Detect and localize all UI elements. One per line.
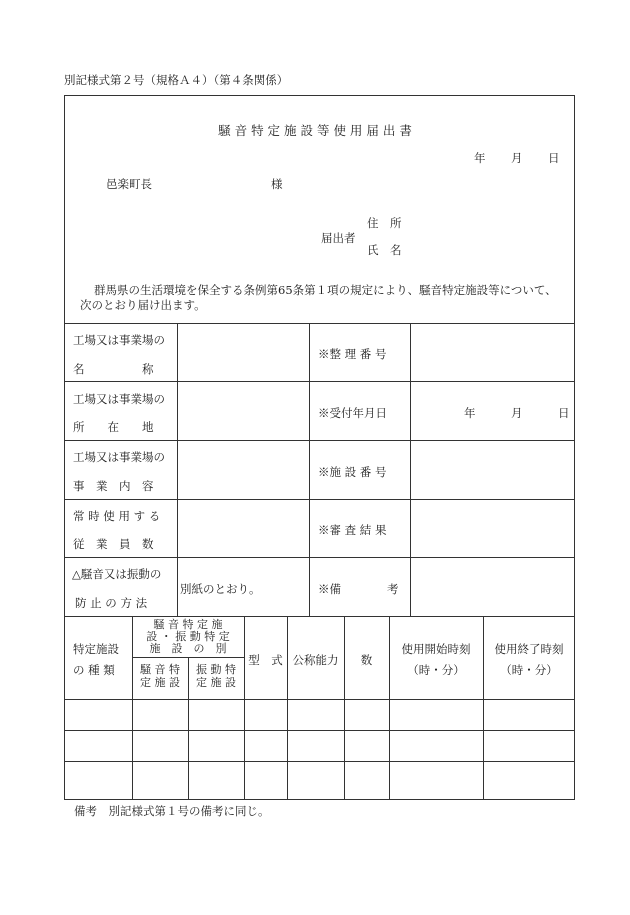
- date-month-label: 月: [511, 151, 523, 165]
- row-right-label: ※審 査 結 果: [318, 523, 387, 537]
- grid-line: [64, 699, 575, 700]
- vibration-facility-header-line2: 定 施 設: [196, 676, 236, 689]
- start-time-header-line1: 使用開始時刻: [401, 642, 471, 656]
- facility-kind-header-line1: 騒 音 特 定 施: [153, 618, 223, 631]
- facility-type-header-line2: の 種 類: [73, 663, 115, 677]
- date-year-label: 年: [474, 151, 486, 165]
- grid-line: [287, 616, 288, 800]
- row-label-line1: 工場又は事業場の: [73, 392, 165, 406]
- capacity-header: 公称能力: [292, 653, 339, 667]
- end-time-header-line1: 使用終了時刻: [494, 642, 564, 656]
- grid-line: [64, 381, 575, 382]
- row-label-line1: 工場又は事業場の: [73, 450, 165, 464]
- end-time-header-line2: （時・分）: [500, 663, 558, 677]
- facility-type-header-line1: 特定施設: [73, 642, 119, 656]
- row-label-line1: 工場又は事業場の: [73, 333, 165, 347]
- row-label-line2: 所 在 地: [73, 420, 154, 434]
- facility-kind-header-line3: 施 設 の 別: [149, 642, 227, 655]
- row-label-line2: 従 業 員 数: [73, 537, 154, 551]
- row-label-line2: 防 止 の 方 法: [75, 596, 148, 610]
- applicant-address-label: 住 所: [367, 216, 402, 230]
- body-text-line-1: 群馬県の生活環境を保全する条例第65条第１項の規定により、騒音特定施設等について、: [94, 283, 557, 297]
- row-label-line1: 常 時 使 用 す る: [73, 509, 161, 523]
- form-style-note: 別記様式第２号（規格Ａ４）（第４条関係）: [64, 73, 289, 87]
- grid-line: [64, 616, 575, 617]
- footer-note: 備考 別記様式第１号の備考に同じ。: [74, 804, 270, 818]
- start-time-header-line2: （時・分）: [407, 663, 465, 677]
- model-header: 型 式: [248, 653, 283, 667]
- noise-facility-header-line2: 定 施 設: [140, 676, 180, 689]
- applicant-label: 届出者: [321, 231, 356, 245]
- vibration-facility-header-line1: 振 動 特: [196, 663, 236, 676]
- grid-line: [410, 323, 411, 616]
- grid-line: [244, 616, 245, 800]
- date-day-label: 日: [548, 151, 560, 165]
- row-right-label: ※施 設 番 号: [318, 465, 387, 479]
- count-header: 数: [360, 653, 373, 667]
- grid-line: [344, 616, 345, 800]
- row-value: 別紙のとおり。: [180, 582, 261, 596]
- row-label-line1: △騒音又は振動の: [72, 567, 162, 581]
- form-title: 騒 音 特 定 施 設 等 使 用 届 出 書: [218, 123, 412, 138]
- grid-line: [64, 761, 575, 762]
- row-label-line2: 名 称: [73, 362, 154, 376]
- row-right-label: ※受付年月日: [318, 406, 387, 420]
- row-label-line2: 事 業 内 容: [73, 479, 154, 493]
- facility-kind-header-line2: 設 ・ 振 動 特 定: [146, 630, 230, 643]
- row-right-label: ※整 理 番 号: [318, 347, 387, 361]
- addressee-name: 邑楽町長: [106, 177, 152, 191]
- grid-line: [309, 323, 310, 616]
- grid-line: [64, 557, 575, 558]
- row-right-label: ※備 考: [318, 582, 399, 596]
- applicant-name-label: 氏 名: [367, 243, 402, 257]
- received-year-label: 年: [464, 406, 476, 420]
- noise-facility-header-line1: 騒 音 特: [140, 663, 180, 676]
- grid-line: [64, 730, 575, 731]
- received-day-label: 日: [558, 406, 570, 420]
- body-text-line-2: 次のとおり届け出ます。: [80, 298, 206, 312]
- grid-line: [177, 323, 178, 616]
- grid-line: [64, 323, 575, 324]
- grid-line: [64, 440, 575, 441]
- grid-line: [64, 499, 575, 500]
- addressee-honorific: 様: [271, 177, 283, 191]
- form-frame: [64, 95, 575, 800]
- received-month-label: 月: [511, 406, 523, 420]
